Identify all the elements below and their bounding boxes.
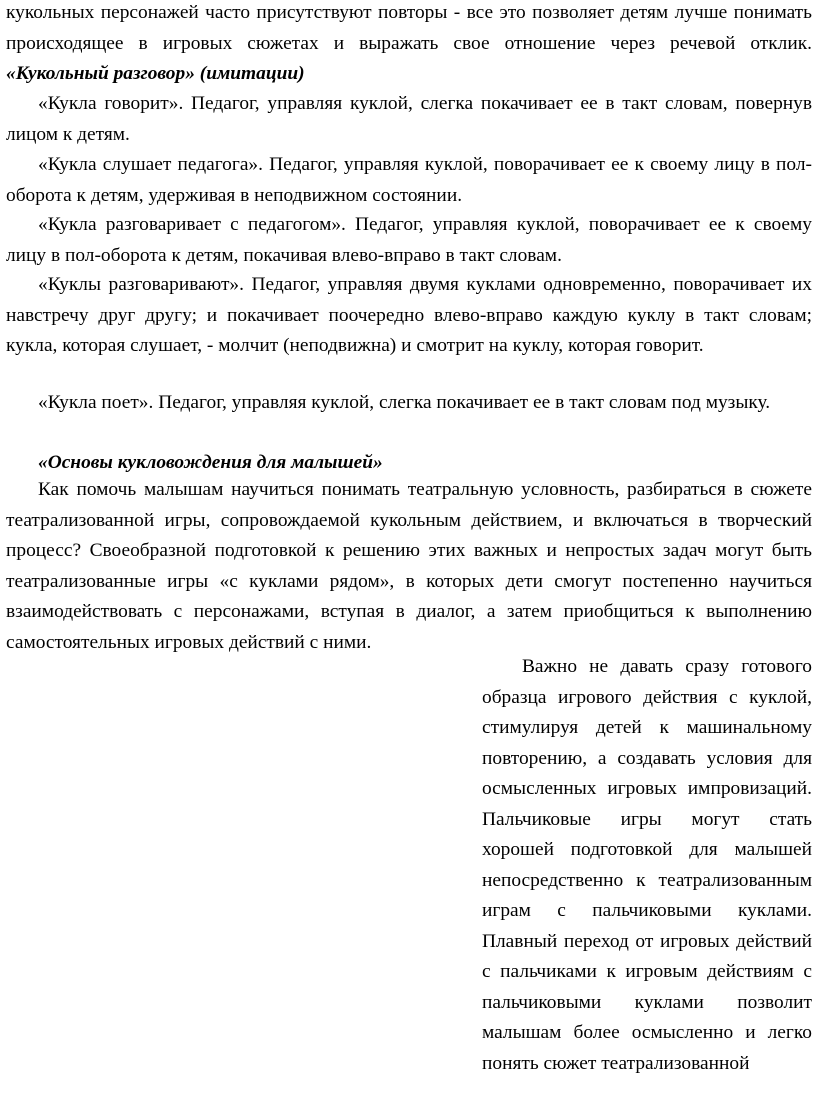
paragraph-intro: [6, 0, 812, 90]
paragraph-dolls-talk: «Куклы разговаривают». Педагог, управляя двумя куклами одновременно, поворачивает их навстречу друг другу; и покачивает поочередно влево-вправо каждую куклу в такт словам; кукла, которая слушает, - молчит (неподвижна) и смотрит на куклу, которая говорит.: [6, 274, 812, 356]
paragraph-how-to-help: Как помочь малышам научиться понимать театральную условность, разбираться в сюжете театрализованной игры, сопровождаемой кукольным действием, и включаться в творческий процесс? Своеобразной подготовкой к решению этих важных и непростых задач могут быть театрализованные игры «с куклами рядом», в которых дети смогут постепенно научиться взаимодействовать с персонажами, вступая в диалог, а затем приобщиться к выполнению самостоятельных игровых действий с ними.: [6, 479, 812, 653]
paragraph-doll-speaks: «Кукла говорит». Педагог, управляя куклой, слегка покачивает ее в такт словам, повернув лицом к детям.: [6, 93, 812, 145]
paragraph-intro-text: кукольных персонажей часто присутствуют повторы - все это позволяет детям лучше понимать происходящее в игровых сюжетах и выражать свое отношение через речевой отклик.: [6, 2, 812, 54]
section-heading-puppet-talk: «Кукольный разговор» (имитации): [6, 63, 305, 84]
paragraph-doll-talks-with-teacher: «Кукла разговаривает с педагогом». Педагог, управляя куклой, поворачивает ее к своему лицу в пол-оборота к детям, покачивая влево-вправо в такт словам.: [6, 214, 812, 266]
paragraph-doll-listens: «Кукла слушает педагога». Педагог, управляя куклой, поворачивает ее к своему лицу в пол-оборота к детям, удерживая в неподвижном состоянии.: [6, 154, 812, 206]
paragraph-right-column: Важно не давать сразу готового образца игрового действия с куклой, стимулируя детей к машинальному повторению, а создавать условия для осмысленных игровых импровизаций. Пальчиковые игры могут стать хорошей подготовкой для малышей непосредственно к театрализованным играм с пальчиковыми куклами. Плавный переход от игровых действий с пальчиками к игровым действиям с пальчиковыми куклами позволит малышам более осмысленно и легко понять сюжет театрализованной: [482, 656, 812, 1074]
paragraph-doll-sings: «Кукла поет». Педагог, управляя куклой, слегка покачивает ее в такт словам под музыку.: [38, 392, 771, 413]
section-heading-puppetry-basics: «Основы кукловождения для малышей»: [38, 452, 383, 473]
